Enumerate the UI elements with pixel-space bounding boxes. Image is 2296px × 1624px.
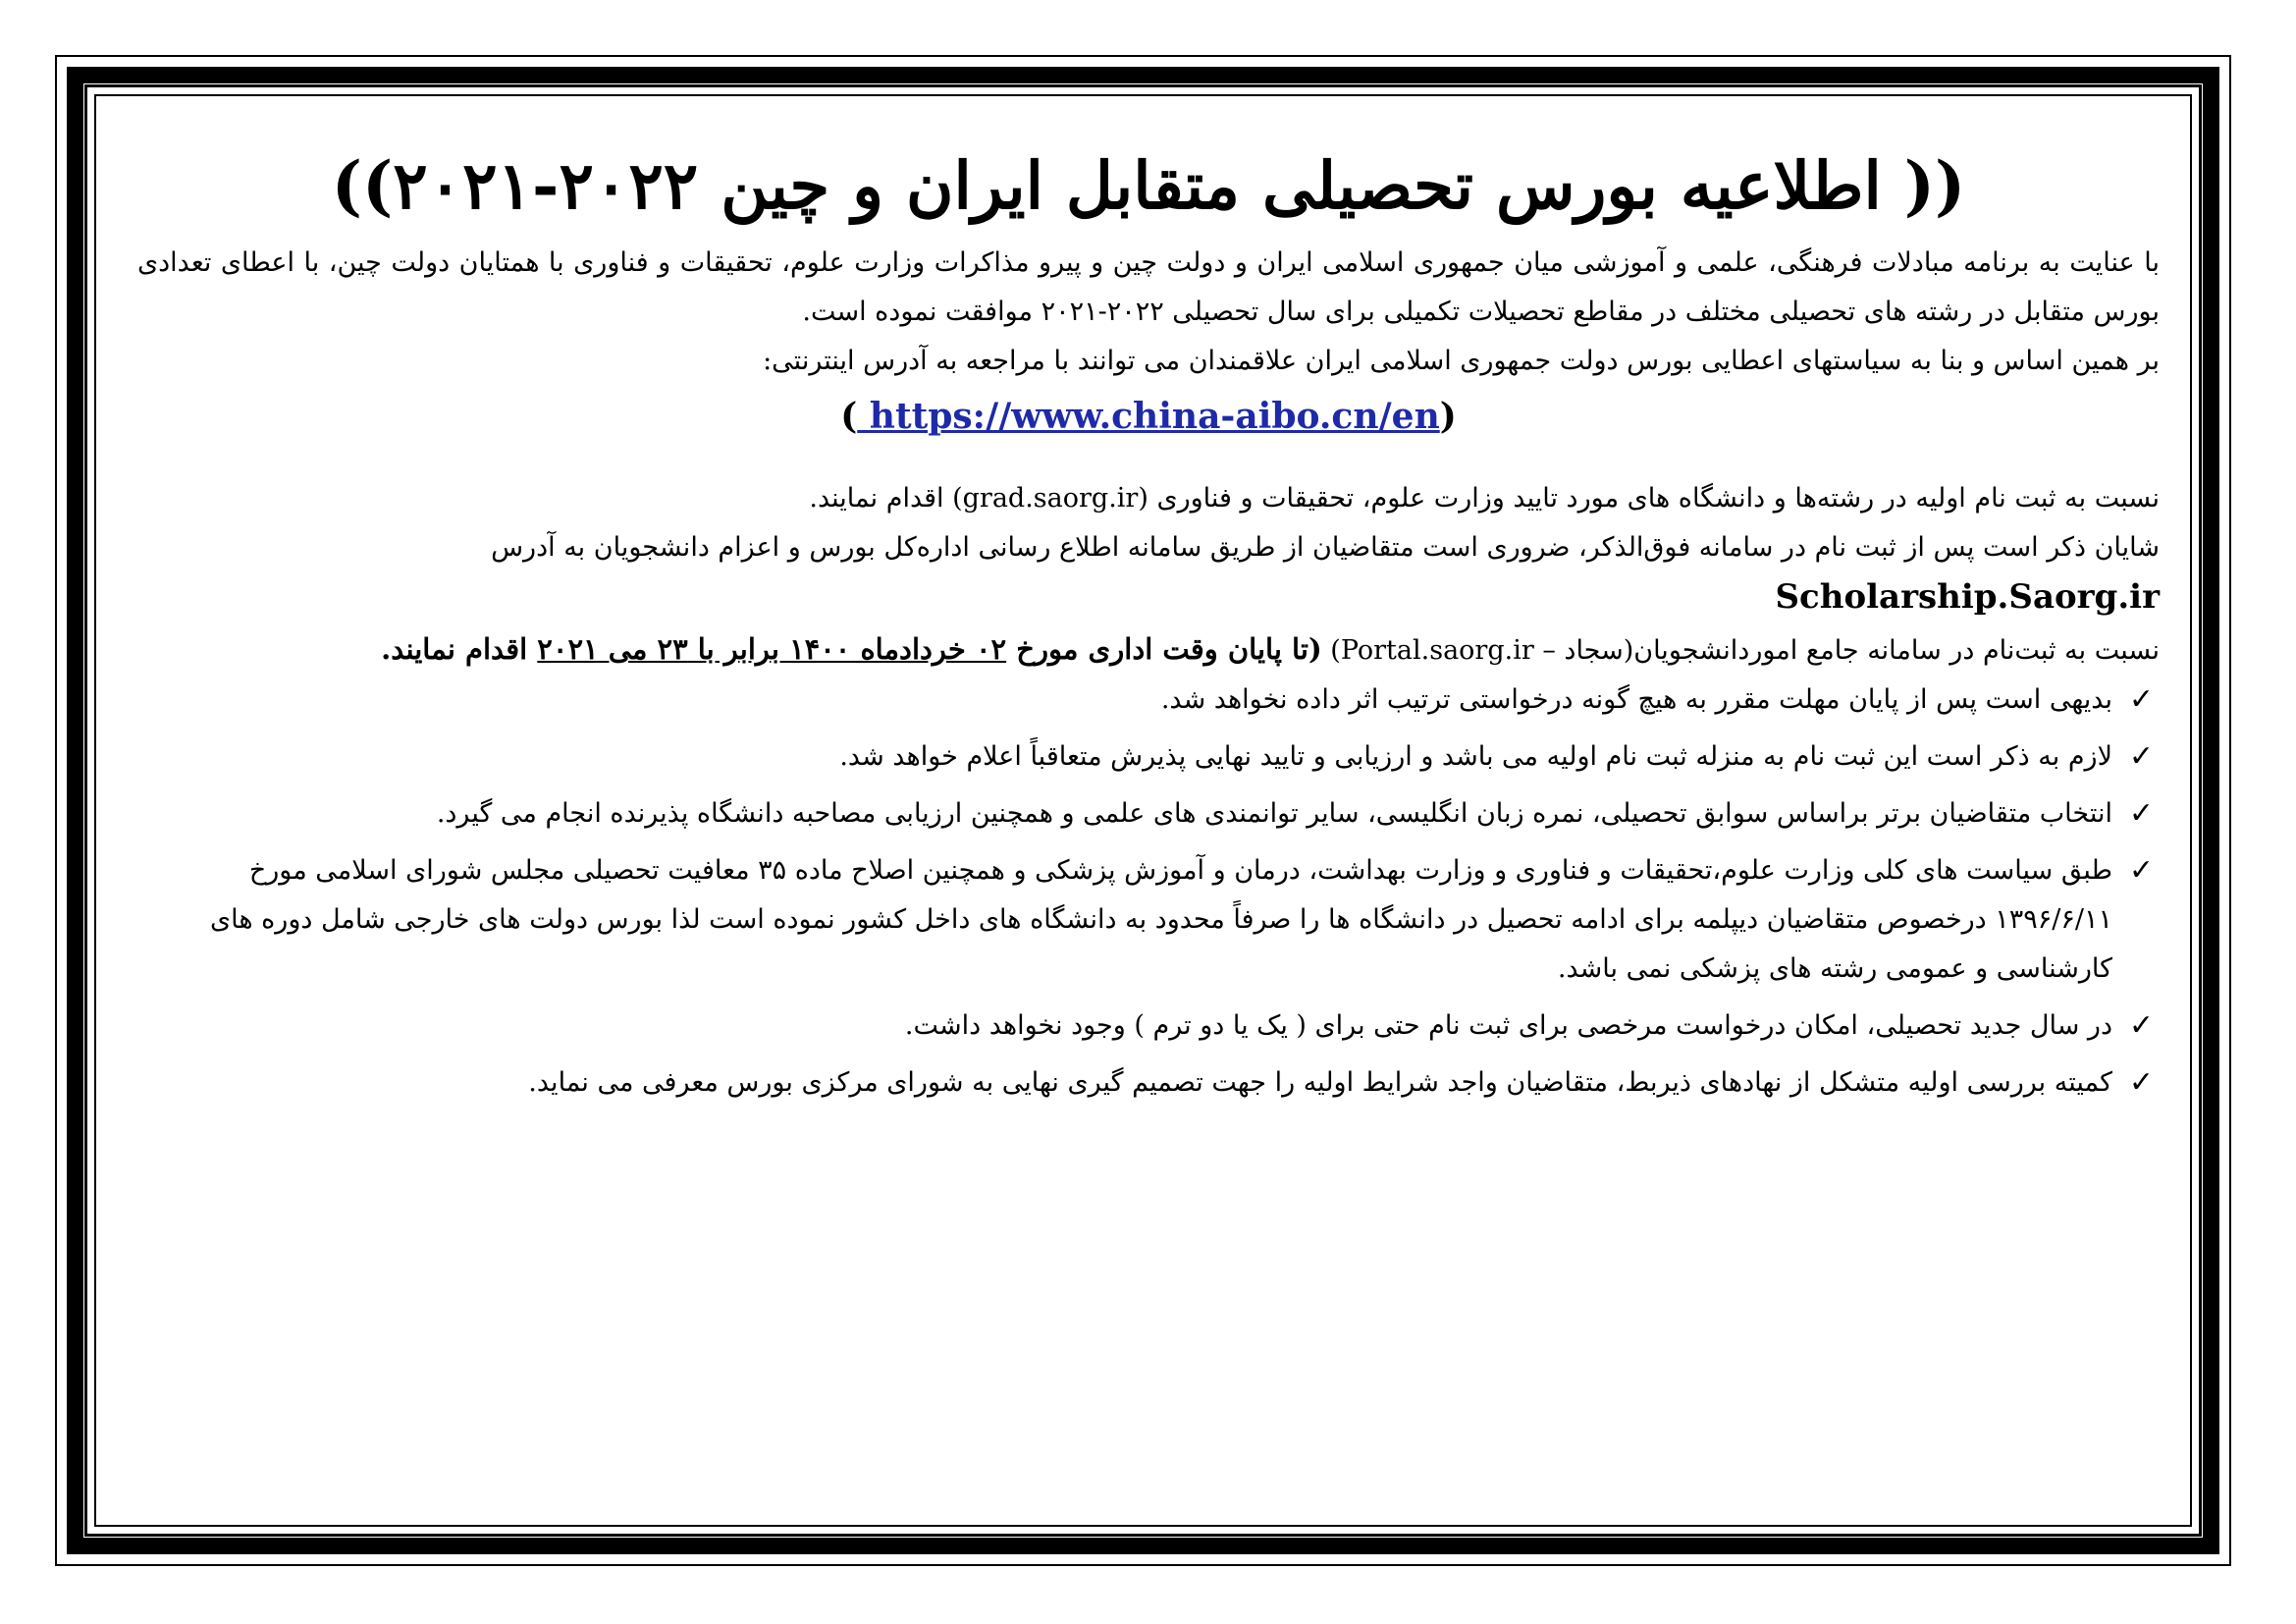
checkmark-icon: ✓ — [2128, 1008, 2154, 1044]
conditions-list — [137, 676, 2160, 1108]
deadline-date: ۰۲ خردادماه ۱۴۰۰ برابر با ۲۳ می ۲۰۲۱ — [537, 632, 1007, 667]
checkmark-icon: ✓ — [2128, 853, 2154, 889]
announcement-title: (( اطلاعیه بورس تحصیلی متقابل ایران و چین ۲۰۲۲-۲۰۲۱)) — [331, 147, 1966, 224]
intro-paragraph-2: بر همین اساس و بنا به سیاستهای اعطایی بورس دولت جمهوری اسلامی ایران علاقمندان می توانند با مراجعه به آدرس اینترنتی: — [763, 346, 2160, 377]
scholarship-registration-paragraph — [137, 523, 2160, 624]
portal-registration-text: نسبت به ثبت‌نام در سامانه جامع اموردانشجویان(سجاد – Portal.saorg.ir) — [1330, 635, 2160, 667]
list-item: ✓ طبق سیاست های کلی وزارت علوم،تحقیقات و فناوری و وزارت بهداشت، درمان و آموزش پزشکی و همچنین اصلاح ماده ۳۵ معافیت تحصیلی مجلس شورای اسلامی مورخ ۱۳۹۶/۶/۱۱ درخصوص متقاضیان دیپلمه برای ادامه تحصیل در دانشگاه ها را صرفاً محدود به دانشگاه های داخل کشور نموده است لذا بورس دولت های خارجی شامل دوره های کارشناسی و عمومی رشته های پزشکی نمی باشد. — [137, 846, 2160, 994]
list-item: ✓ انتخاب متقاضیان برتر براساس سوابق تحصیلی، نمره زبان انگلیسی، سایر توانمندی های علمی و همچنین ارزیابی مصاحبه دانشگاه پذیرنده انجام می گیرد. — [137, 789, 2160, 839]
link-open-paren: ( — [840, 396, 858, 438]
scholarship-registration-text: شایان ذکر است پس از ثبت نام در سامانه فوق‌الذکر، ضروری است متقاضیان از طریق سامانه اطلاع رسانی اداره‌کل بورس و اعزام دانشجویان به آدرس — [491, 532, 2160, 564]
list-item: ✓ در سال جدید تحصیلی، امکان درخواست مرخصی برای ثبت نام حتی برای ( یک یا دو ترم ) وجود نخواهد داشت. — [137, 1001, 2160, 1051]
deadline-prefix: (تا پایان وقت اداری مورخ — [1006, 632, 1322, 667]
scholarship-site-link[interactable]: Scholarship.Saorg.ir — [1775, 577, 2160, 618]
grad-registration-paragraph: نسبت به ثبت نام اولیه در رشته‌ها و دانشگاه های مورد تایید وزارت علوم، تحقیقات و فناوری (grad.saorg.ir) اقدام نمایند. — [809, 483, 2160, 514]
deadline-suffix: اقدام نمایند. — [381, 632, 538, 667]
announcement-body — [137, 147, 2160, 1115]
link-close-paren: ) — [1439, 396, 1457, 438]
list-item: ✓ کمیته بررسی اولیه متشکل از نهادهای ذیربط، متقاضیان واجد شرایط اولیه را جهت تصمیم گیری نهایی به شورای مرکزی بورس معرفی می نماید. — [137, 1058, 2160, 1108]
intro-paragraph-1: با عنایت به برنامه مبادلات فرهنگی، علمی و آموزشی میان جمهوری اسلامی ایران و دولت چین و پیرو مذاکرات وزارت علوم، تحقیقات و فناوری با همتایان دولت چین، با اعطای تعدادی بورس متقابل در رشته های تحصیلی مختلف در مقاطع تحصیلات تکمیلی برای سال تحصیلی ۲۰۲۲-۲۰۲۱ موافقت نموده است. — [137, 247, 2160, 328]
portal-registration-paragraph — [137, 624, 2160, 676]
checkmark-icon: ✓ — [2128, 682, 2154, 718]
website-link-line — [137, 396, 2160, 437]
checkmark-icon: ✓ — [2128, 1065, 2154, 1101]
list-item: ✓ بدیهی است پس از پایان مهلت مقرر به هیچ گونه درخواستی ترتیب اثر داده نخواهد شد. — [137, 676, 2160, 725]
checkmark-icon: ✓ — [2128, 796, 2154, 832]
checkmark-icon: ✓ — [2128, 739, 2154, 775]
list-item: ✓ لازم به ذکر است این ثبت نام به منزله ثبت نام اولیه می باشد و ارزیابی و تایید نهایی پذیرش متعاقباً اعلام خواهد شد. — [137, 732, 2160, 782]
china-aibo-link[interactable]: https://www.china-aibo.cn/en — [857, 396, 1440, 438]
